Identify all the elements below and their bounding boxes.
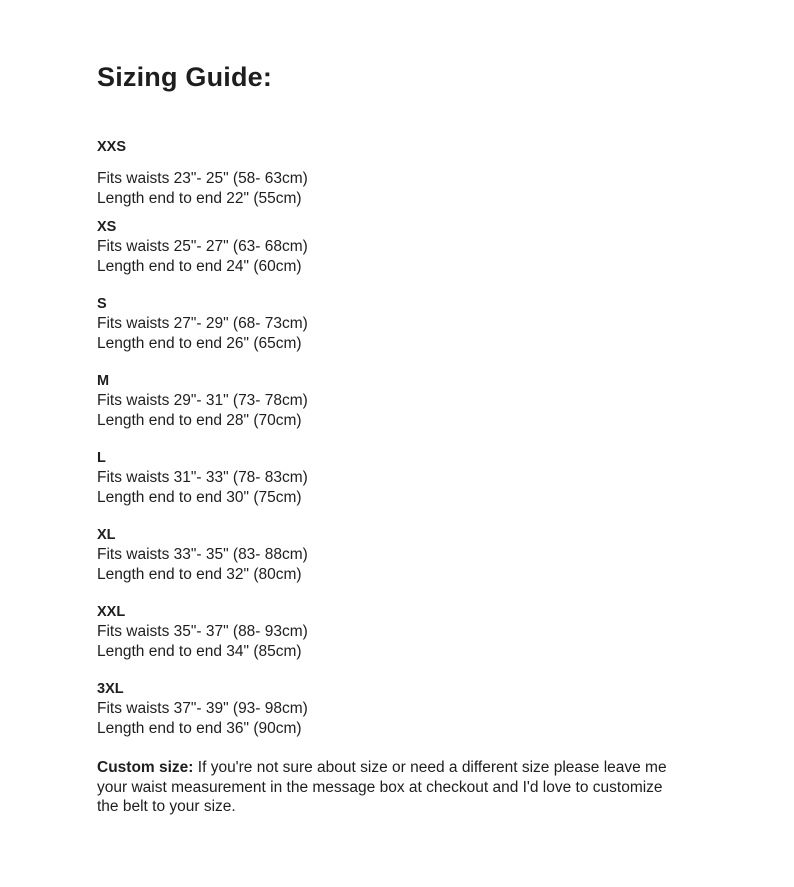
- waist-range: Fits waists 37"- 39" (93- 98cm): [97, 700, 308, 717]
- belt-length: Length end to end 22" (55cm): [97, 189, 302, 207]
- size-entry-s: [97, 295, 697, 353]
- page-title: Sizing Guide:: [97, 62, 273, 92]
- size-name: M: [97, 373, 110, 389]
- custom-size-label: Custom size:: [97, 759, 194, 776]
- size-name: XS: [97, 219, 117, 235]
- waist-range: Fits waists 35"- 37" (88- 93cm): [97, 623, 308, 640]
- custom-size-note: [97, 758, 687, 817]
- size-entry-l: [97, 449, 697, 507]
- size-entry-xl: [97, 526, 697, 584]
- custom-size-text: If you're not sure about size or need a different size please leave me your waist measurement in the message box at checkout and I'd love to customize the belt to your size.: [97, 759, 667, 815]
- belt-length: Length end to end 34" (85cm): [97, 642, 302, 660]
- size-name: XXS: [97, 139, 127, 155]
- size-name: XXL: [97, 604, 126, 620]
- waist-range: Fits waists 25"- 27" (63- 68cm): [97, 238, 308, 255]
- waist-range: Fits waists 33"- 35" (83- 88cm): [97, 546, 308, 563]
- waist-range: Fits waists 29"- 31" (73- 78cm): [97, 392, 308, 409]
- belt-length: Length end to end 24" (60cm): [97, 257, 302, 275]
- belt-length: Length end to end 26" (65cm): [97, 334, 302, 352]
- size-entry-xxs: [97, 138, 697, 208]
- waist-range: Fits waists 31"- 33" (78- 83cm): [97, 469, 308, 486]
- size-name: XL: [97, 527, 116, 543]
- belt-length: Length end to end 30" (75cm): [97, 488, 302, 506]
- size-entry-xxl: [97, 603, 697, 661]
- belt-length: Length end to end 32" (80cm): [97, 565, 302, 583]
- size-name: L: [97, 450, 106, 466]
- size-entry-m: [97, 372, 697, 430]
- size-entry-3xl: [97, 680, 697, 738]
- belt-length: Length end to end 28" (70cm): [97, 411, 302, 429]
- waist-range: Fits waists 23"- 25" (58- 63cm): [97, 170, 308, 187]
- size-name: S: [97, 296, 107, 312]
- waist-range: Fits waists 27"- 29" (68- 73cm): [97, 315, 308, 332]
- belt-length: Length end to end 36" (90cm): [97, 719, 302, 737]
- size-entry-xs: [97, 218, 697, 276]
- size-name: 3XL: [97, 681, 124, 697]
